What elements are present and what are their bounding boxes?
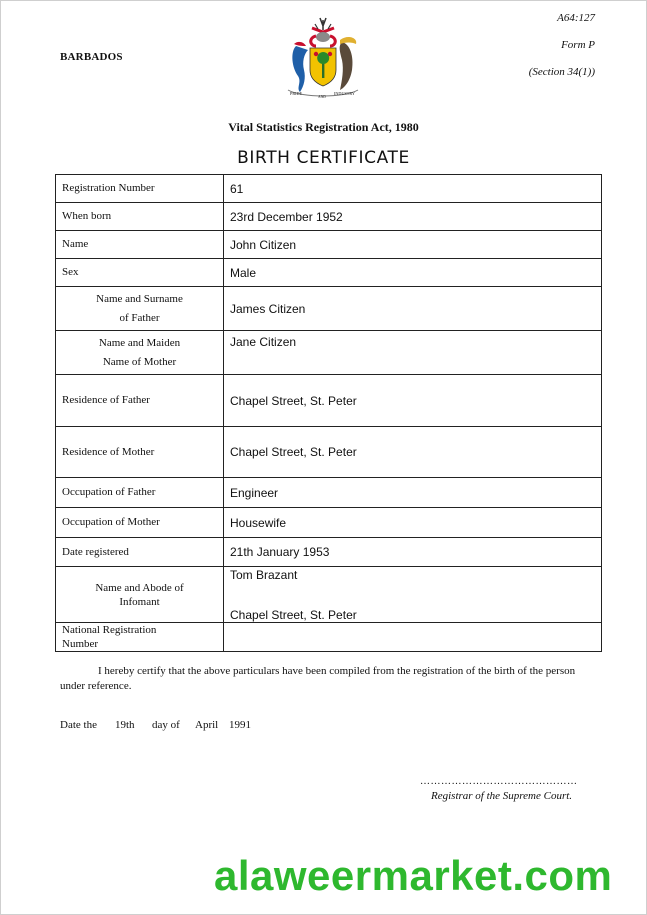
informant-value: [224, 567, 602, 623]
country-name: BARBADOS: [60, 51, 123, 63]
informant-name: Tom Brazant: [230, 568, 298, 582]
table-row: [56, 331, 602, 375]
date-prefix: Date the: [60, 719, 97, 731]
row-label-line: Name and Abode of: [95, 581, 184, 594]
row-label-line: Name of Mother: [102, 355, 177, 368]
coat-of-arms-emblem: [282, 16, 364, 100]
document-title: BIRTH CERTIFICATE: [237, 148, 410, 168]
table-row: [56, 623, 602, 652]
date-day-of: day of: [152, 719, 180, 731]
motto-word-and: AND: [318, 95, 326, 99]
row-label-line: Name and Maiden: [98, 336, 181, 349]
table-row: [56, 259, 602, 287]
motto-word-pride: PRIDE: [290, 91, 303, 96]
row-label: [56, 623, 224, 652]
mother-name-value: Jane Citizen: [224, 331, 602, 375]
row-label: When born: [56, 203, 224, 231]
act-title: Vital Statistics Registration Act, 1980: [228, 120, 419, 134]
table-row: [56, 508, 602, 538]
table-row: [56, 375, 602, 427]
form-label: Form P: [561, 39, 595, 51]
signature-line: ………………………………………: [420, 776, 578, 787]
father-residence-value: Chapel Street, St. Peter: [224, 375, 602, 427]
row-label: Date registered: [56, 538, 224, 567]
name-value: John Citizen: [224, 231, 602, 259]
national-registration-value: [224, 623, 602, 652]
table-row: [56, 203, 602, 231]
watermark-text: alaweermarket.com: [214, 852, 613, 899]
row-label: [56, 331, 224, 375]
row-label: Occupation of Mother: [56, 508, 224, 538]
row-label: [56, 567, 224, 623]
when-born-value: 23rd December 1952: [224, 203, 602, 231]
row-label-line: Infomant: [119, 595, 160, 608]
date-day: 19th: [115, 719, 135, 731]
row-label: Sex: [56, 259, 224, 287]
row-label: Residence of Father: [56, 375, 224, 427]
table-row: [56, 287, 602, 331]
table-row: [56, 478, 602, 508]
table-row: [56, 427, 602, 478]
row-label-line: National Registration: [62, 624, 157, 636]
row-label: Registration Number: [56, 175, 224, 203]
registration-table: [55, 174, 602, 652]
date-month: April: [195, 719, 219, 731]
informant-abode: Chapel Street, St. Peter: [230, 608, 357, 622]
row-label: Occupation of Father: [56, 478, 224, 508]
father-name-value: James Citizen: [224, 287, 602, 331]
certification-statement: I hereby certify that the above particulars have been compiled from the registration of the birth of the person under reference.: [60, 665, 576, 692]
motto-word-industry: INDUSTRY: [334, 91, 355, 96]
row-label: Name: [56, 231, 224, 259]
registration-number-value: 61: [224, 175, 602, 203]
mother-residence-value: Chapel Street, St. Peter: [224, 427, 602, 478]
mother-occupation-value: Housewife: [224, 508, 602, 538]
date-year: 1991: [229, 719, 251, 731]
section-label: (Section 34(1)): [528, 66, 595, 78]
date-registered-value: 21th January 1953: [224, 538, 602, 567]
row-label-line: Name and Surname: [96, 292, 183, 305]
row-label: [56, 287, 224, 331]
table-row: [56, 231, 602, 259]
reference-code: A64:127: [557, 12, 595, 24]
row-label: Residence of Mother: [56, 427, 224, 478]
father-occupation-value: Engineer: [224, 478, 602, 508]
table-row: [56, 175, 602, 203]
row-label-line: of Father: [119, 311, 160, 324]
table-row: [56, 567, 602, 623]
table-row: [56, 538, 602, 567]
sex-value: Male: [224, 259, 602, 287]
row-label-line: Number: [62, 638, 99, 650]
registrar-title: Registrar of the Supreme Court.: [431, 790, 573, 802]
